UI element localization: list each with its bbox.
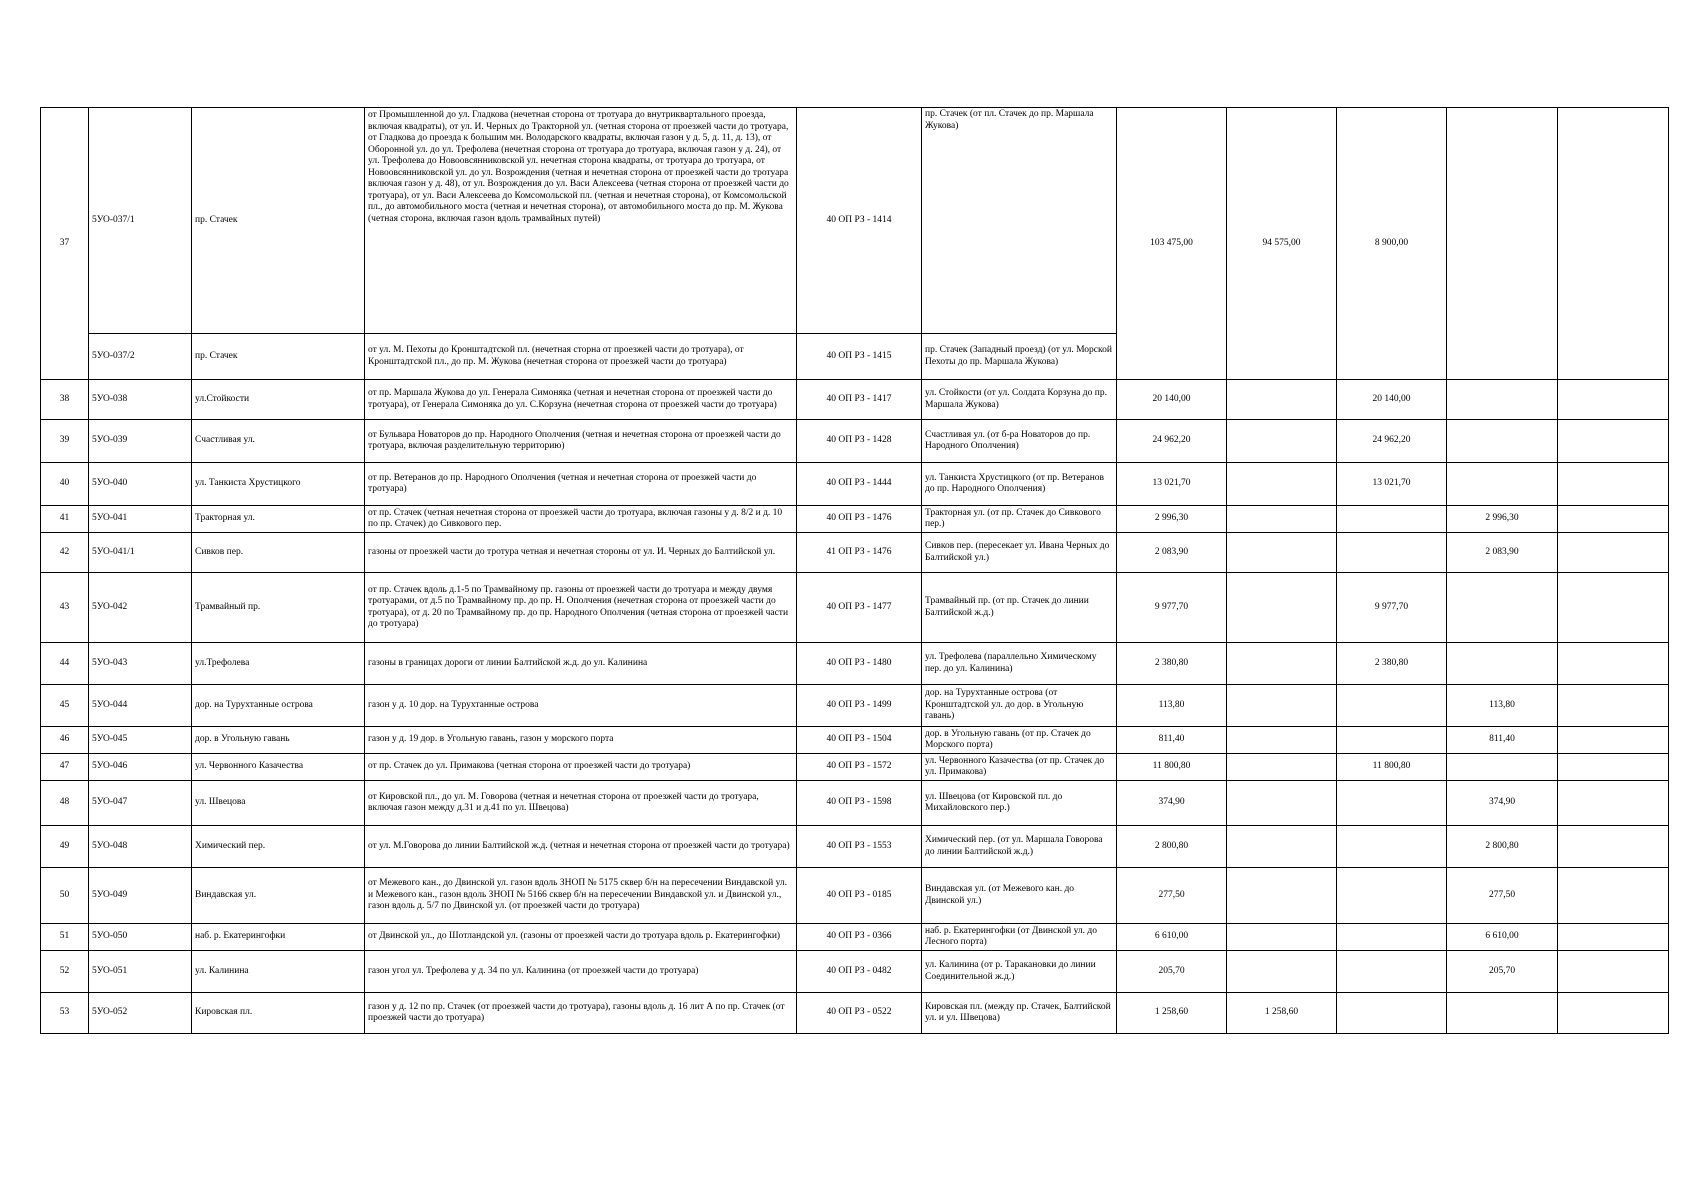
object-code: 5УО-037/2 [89,334,192,380]
row-number: 49 [41,826,89,868]
street-name: Тракторная ул. [192,506,365,533]
object-code: 5УО-050 [89,924,192,951]
empty-column [1558,380,1669,420]
street-name: ул. Швецова [192,781,365,826]
road-location: Кировская пл. (между пр. Стачек, Балтийской ул. и ул. Швецова) [922,993,1117,1034]
row-number: 40 [41,463,89,506]
table-row [41,754,1669,781]
total-area: 2 996,30 [1117,506,1227,533]
area-column-4: 2 083,90 [1447,533,1558,573]
row-number: 43 [41,573,89,643]
row-number: 45 [41,685,89,727]
empty-column [1558,533,1669,573]
registry-number: 40 ОП РЗ - 1480 [797,643,922,685]
area-description: от Бульвара Новаторов до пр. Народного Ополчения (четная и нечетная сторона от проезжей части до тротуара, включая разделительную территорию) [365,420,797,463]
total-area: 9 977,70 [1117,573,1227,643]
street-name: Химический пер. [192,826,365,868]
empty-column [1558,463,1669,506]
road-location: пр. Стачек (Западный проезд) (от ул. Морской Пехоты до пр. Маршала Жукова) [922,334,1117,380]
street-name: Счастливая ул. [192,420,365,463]
table-row [41,643,1669,685]
registry-number: 40 ОП РЗ - 1476 [797,506,922,533]
empty-column [1558,685,1669,727]
row-number: 37 [41,108,89,380]
registry-number: 40 ОП РЗ - 0482 [797,951,922,993]
area-column-2 [1227,826,1337,868]
table-row [41,685,1669,727]
area-column-2 [1227,533,1337,573]
area-column-3 [1337,924,1447,951]
empty-column [1558,506,1669,533]
area-column-3: 20 140,00 [1337,380,1447,420]
object-code: 5УО-042 [89,573,192,643]
row-number: 38 [41,380,89,420]
area-description: от пр. Стачек до ул. Примакова (четная сторона от проезжей части до тротуара) [365,754,797,781]
object-code: 5УО-052 [89,993,192,1034]
total-area: 811,40 [1117,727,1227,754]
road-location: Химический пер. (от ул. Маршала Говорова до линии Балтийской ж.д.) [922,826,1117,868]
street-name: ул. Калинина [192,951,365,993]
empty-column [1558,754,1669,781]
area-column-4: 6 610,00 [1447,924,1558,951]
registry-number: 40 ОП РЗ - 1572 [797,754,922,781]
area-description: газоны в границах дороги от линии Балтийской ж.д. до ул. Калинина [365,643,797,685]
registry-number: 40 ОП РЗ - 1504 [797,727,922,754]
area-description: от пр. Ветеранов до пр. Народного Ополчения (четная и нечетная сторона от проезжей части до тротуара) [365,463,797,506]
object-code: 5УО-041 [89,506,192,533]
area-column-3 [1337,951,1447,993]
total-area: 103 475,00 [1117,108,1227,380]
road-location: дор. в Угольную гавань (от пр. Стачек до Морского порта) [922,727,1117,754]
area-column-2 [1227,380,1337,420]
empty-column [1558,951,1669,993]
object-code: 5УО-047 [89,781,192,826]
street-name: Сивков пер. [192,533,365,573]
registry-number: 40 ОП РЗ - 1477 [797,573,922,643]
road-location: ул. Калинина (от р. Таракановки до линии Соединительной ж.д.) [922,951,1117,993]
area-description: газон у д. 12 по пр. Стачек (от проезжей части до тротуара), газоны вдоль д. 16 лит А по пр. Стачек (от проезжей части до тротуара) [365,993,797,1034]
object-code: 5УО-051 [89,951,192,993]
row-number: 44 [41,643,89,685]
registry-number: 40 ОП РЗ - 1598 [797,781,922,826]
total-area: 113,80 [1117,685,1227,727]
area-column-2 [1227,506,1337,533]
area-column-3 [1337,826,1447,868]
area-column-3: 2 380,80 [1337,643,1447,685]
table-row [41,951,1669,993]
row-number: 50 [41,868,89,924]
area-column-3: 24 962,20 [1337,420,1447,463]
empty-column [1558,993,1669,1034]
area-column-2: 94 575,00 [1227,108,1337,380]
total-area: 6 610,00 [1117,924,1227,951]
area-column-4: 2 800,80 [1447,826,1558,868]
road-location: Тракторная ул. (от пр. Стачек до Сивкового пер.) [922,506,1117,533]
area-column-3: 11 800,80 [1337,754,1447,781]
object-code: 5УО-038 [89,380,192,420]
object-code: 5УО-046 [89,754,192,781]
area-column-2 [1227,924,1337,951]
row-number: 48 [41,781,89,826]
empty-column [1558,868,1669,924]
row-number: 47 [41,754,89,781]
area-column-3 [1337,533,1447,573]
area-column-4: 374,90 [1447,781,1558,826]
row-number: 53 [41,993,89,1034]
area-column-3 [1337,727,1447,754]
row-number: 39 [41,420,89,463]
empty-column [1558,643,1669,685]
area-column-4 [1447,754,1558,781]
area-column-4 [1447,643,1558,685]
area-column-2 [1227,420,1337,463]
object-code: 5УО-037/1 [89,108,192,334]
road-location: пр. Стачек (от пл. Стачек до пр. Маршала Жукова) [922,108,1117,334]
empty-column [1558,727,1669,754]
area-column-4: 2 996,30 [1447,506,1558,533]
table-row [41,826,1669,868]
street-name: Виндавская ул. [192,868,365,924]
empty-column [1558,108,1669,380]
registry-number: 40 ОП РЗ - 1415 [797,334,922,380]
area-column-2 [1227,727,1337,754]
area-column-3: 13 021,70 [1337,463,1447,506]
total-area: 11 800,80 [1117,754,1227,781]
area-column-4 [1447,993,1558,1034]
area-column-4 [1447,463,1558,506]
area-column-2 [1227,868,1337,924]
total-area: 205,70 [1117,951,1227,993]
roads-table [40,107,1669,1034]
road-location: наб. р. Екатерингофки (от Двинской ул. до Лесного порта) [922,924,1117,951]
area-column-2 [1227,685,1337,727]
total-area: 13 021,70 [1117,463,1227,506]
area-column-2 [1227,463,1337,506]
area-column-2 [1227,951,1337,993]
area-column-4: 811,40 [1447,727,1558,754]
area-description: газон у д. 10 дор. на Турухтанные острова [365,685,797,727]
registry-number: 40 ОП РЗ - 0522 [797,993,922,1034]
road-location: ул. Танкиста Хрустицкого (от пр. Ветеранов до пр. Народного Ополчения) [922,463,1117,506]
empty-column [1558,781,1669,826]
road-location: дор. на Турухтанные острова (от Кронштадтской ул. до дор. в Угольную гавань) [922,685,1117,727]
object-code: 5УО-044 [89,685,192,727]
document-sheet [40,107,1669,1034]
road-location: ул. Стойкости (от ул. Солдата Корзуна до пр. Маршала Жукова) [922,380,1117,420]
table-row [41,380,1669,420]
table-row [41,573,1669,643]
area-column-2 [1227,754,1337,781]
area-column-4 [1447,573,1558,643]
area-column-3: 9 977,70 [1337,573,1447,643]
total-area: 277,50 [1117,868,1227,924]
road-location: Виндавская ул. (от Межевого кан. до Двинской ул.) [922,868,1117,924]
empty-column [1558,924,1669,951]
area-column-3 [1337,993,1447,1034]
area-column-4: 205,70 [1447,951,1558,993]
area-description: газон угол ул. Трефолева у д. 34 по ул. Калинина (от проезжей части до тротуара) [365,951,797,993]
area-column-4 [1447,420,1558,463]
area-column-4 [1447,108,1558,380]
row-number: 46 [41,727,89,754]
area-column-2 [1227,573,1337,643]
table-row [41,533,1669,573]
object-code: 5УО-039 [89,420,192,463]
table-row [41,463,1669,506]
area-column-3 [1337,506,1447,533]
table-row [41,868,1669,924]
empty-column [1558,420,1669,463]
registry-number: 40 ОП РЗ - 1414 [797,108,922,334]
street-name: дор. в Угольную гавань [192,727,365,754]
road-location: Трамвайный пр. (от пр. Стачек до линии Балтийской ж.д.) [922,573,1117,643]
street-name: ул. Танкиста Хрустицкого [192,463,365,506]
area-column-2: 1 258,60 [1227,993,1337,1034]
object-code: 5УО-049 [89,868,192,924]
table-row [41,924,1669,951]
area-description: от ул. М.Говорова до линии Балтийской ж.д. (четная и нечетная сторона от проезжей части до тротуара) [365,826,797,868]
street-name: пр. Стачек [192,108,365,334]
table-row [41,108,1669,334]
road-location: ул. Швецова (от Кировской пл. до Михайловского пер.) [922,781,1117,826]
row-number: 52 [41,951,89,993]
object-code: 5УО-041/1 [89,533,192,573]
street-name: пр. Стачек [192,334,365,380]
area-description: от пр. Стачек вдоль д.1-5 по Трамвайному пр. газоны от проезжей части до тротуара и между двумя тротуарами, от д.5 по Трамвайному пр. до пр. Н. Ополчения (нечетная сторона от проезжей части до тротуара), от д. 20 по Трамвайному пр. до пр. Народного Ополчения (четная сторона от проезжей части до тротуара) [365,573,797,643]
road-location: ул. Червонного Казачества (от пр. Стачек до ул. Примакова) [922,754,1117,781]
row-number: 51 [41,924,89,951]
street-name: ул.Стойкости [192,380,365,420]
registry-number: 40 ОП РЗ - 1428 [797,420,922,463]
registry-number: 40 ОП РЗ - 1499 [797,685,922,727]
area-column-3 [1337,781,1447,826]
area-description: от Промышленной до ул. Гладкова (нечетная сторона от тротуара до внутриквартального проезда, включая квадраты), от ул. И. Черных до Тракторной ул. (четная сторона от проезжей части до тротуара, от Гладкова до проезда к большим мн. Володарского квадраты, включая газон у д. 5, д. 11, д. 13), от Оборонной ул. до ул. Трефолева (нечетная сторона от тротуара до тротуара, включая газон у д. 24), от ул. Трефолева до Новоовсянниковской ул. нечетная сторона квадраты, от тротуара до тротуара, от Новоовсянниковской ул. до ул. Возрождения (четная и нечетная сторона от проезжей части до тротуара включая газон у д. 48), от ул. Возрождения до ул. Васи Алексеева (четная сторона от проезжей части до тротуара), от ул. Васи Алексеева до Комсомольской пл. (четная и нечетная сторона), от Комсомольской пл., до автомобильного моста (четная и нечетная сторона), от автомобильного моста до пр. М. Жукова (четная сторона, включая газон вдоль трамвайных путей) [365,108,797,334]
empty-column [1558,573,1669,643]
table-body [41,108,1669,1034]
area-description: от пр. Маршала Жукова до ул. Генерала Симоняка (четная и нечетная сторона от проезжей части до тротуара), от Генерала Симоняка до ул. С.Корзуна (нечетная сторона от проезжей части до тротуара) [365,380,797,420]
total-area: 374,90 [1117,781,1227,826]
area-description: от ул. М. Пехоты до Кронштадтской пл. (нечетная сторна от проезжей части до тротуара), от Кронштадтской пл., до пр. М. Жукова (нечетная сторона от проезжей части до тротуара) [365,334,797,380]
registry-number: 40 ОП РЗ - 0366 [797,924,922,951]
street-name: ул.Трефолева [192,643,365,685]
total-area: 2 800,80 [1117,826,1227,868]
area-column-2 [1227,781,1337,826]
area-column-4: 277,50 [1447,868,1558,924]
street-name: ул. Червонного Казачества [192,754,365,781]
table-row [41,727,1669,754]
total-area: 2 083,90 [1117,533,1227,573]
table-row [41,420,1669,463]
registry-number: 40 ОП РЗ - 1417 [797,380,922,420]
road-location: Сивков пер. (пересекает ул. Ивана Черных до Балтийской ул.) [922,533,1117,573]
table-row [41,506,1669,533]
row-number: 42 [41,533,89,573]
empty-column [1558,826,1669,868]
row-number: 41 [41,506,89,533]
table-row [41,781,1669,826]
area-description: от Кировской пл., до ул. М. Говорова (четная и нечетная сторона от проезжей части до тротуара, включая газон между д.31 и д.41 по ул. Швецова) [365,781,797,826]
total-area: 20 140,00 [1117,380,1227,420]
street-name: дор. на Турухтанные острова [192,685,365,727]
street-name: наб. р. Екатерингофки [192,924,365,951]
road-location: Счастливая ул. (от б-ра Новаторов до пр. Народного Ополчения) [922,420,1117,463]
area-column-4: 113,80 [1447,685,1558,727]
registry-number: 40 ОП РЗ - 0185 [797,868,922,924]
registry-number: 40 ОП РЗ - 1444 [797,463,922,506]
total-area: 2 380,80 [1117,643,1227,685]
registry-number: 41 ОП РЗ - 1476 [797,533,922,573]
object-code: 5УО-040 [89,463,192,506]
object-code: 5УО-043 [89,643,192,685]
area-description: газон у д. 19 дор. в Угольную гавань, газон у морского порта [365,727,797,754]
area-description: от Межевого кан., до Двинской ул. газон вдоль ЗНОП № 5175 сквер б/н на пересечении Виндавской ул. и Межевого кан., газон вдоль ЗНОП № 5166 сквер б/н на пересечении Виндавской ул. и Двинской ул., газон вдоль д. 5/7 по Двинской ул. (от проезжей части до тротуара) [365,868,797,924]
street-name: Кировская пл. [192,993,365,1034]
area-description: газоны от проезжей части до тротура четная и нечетная стороны от ул. И. Черных до Балтийской ул. [365,533,797,573]
total-area: 1 258,60 [1117,993,1227,1034]
object-code: 5УО-048 [89,826,192,868]
table-row [41,993,1669,1034]
area-column-2 [1227,643,1337,685]
street-name: Трамвайный пр. [192,573,365,643]
area-column-3 [1337,868,1447,924]
object-code: 5УО-045 [89,727,192,754]
road-location: ул. Трефолева (параллельно Химическому пер. до ул. Калинина) [922,643,1117,685]
area-column-3 [1337,685,1447,727]
area-column-4 [1447,380,1558,420]
area-column-3: 8 900,00 [1337,108,1447,380]
registry-number: 40 ОП РЗ - 1553 [797,826,922,868]
total-area: 24 962,20 [1117,420,1227,463]
area-description: от Двинской ул., до Шотландской ул. (газоны от проезжей части до тротуара вдоль р. Екатерингофки) [365,924,797,951]
area-description: от пр. Стачек (четная нечетная сторона от проезжей части до тротуара, включая газоны у д. 8/2 и д. 10 по пр. Стачек) до Сивкового пер. [365,506,797,533]
